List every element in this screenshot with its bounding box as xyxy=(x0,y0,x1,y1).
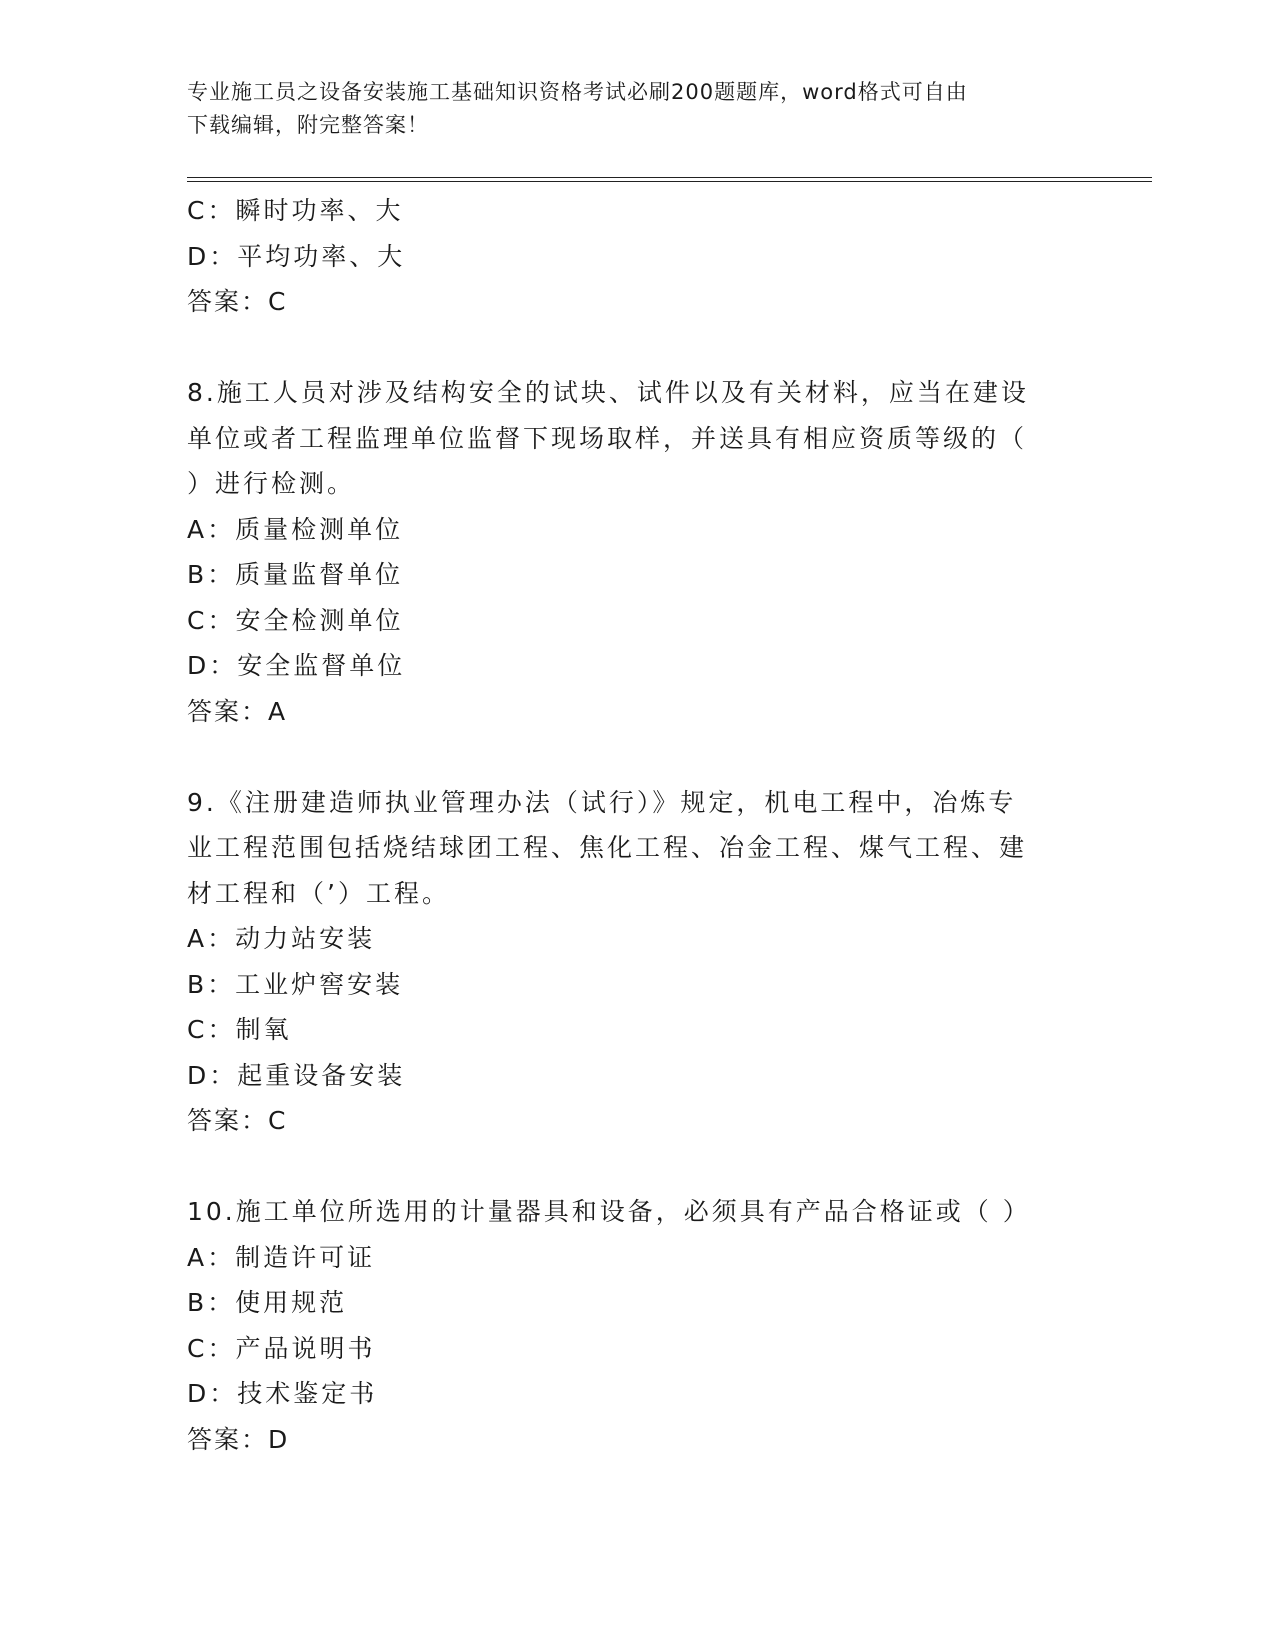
question-7 xyxy=(187,188,1087,325)
q9-option-b: B：工业炉窖安装 xyxy=(187,969,404,999)
q9-stem-line-2: 业工程范围包括烧结球团工程、焦化工程、冶金工程、煤气工程、建 xyxy=(187,833,1028,862)
header-rule-bottom xyxy=(187,181,1152,182)
q7-option-d: D：平均功率、大 xyxy=(187,241,406,271)
spacer xyxy=(187,734,1087,780)
question-9 xyxy=(187,780,1087,1144)
q10-option-d: D：技术鉴定书 xyxy=(187,1379,378,1408)
q10-answer: 答案：D xyxy=(187,1424,290,1454)
spacer xyxy=(187,1144,1087,1190)
q10-option-a: A：制造许可证 xyxy=(187,1242,376,1272)
q10-option-c: C：产品说明书 xyxy=(187,1333,376,1363)
q8-option-b: B：质量监督单位 xyxy=(187,560,404,589)
q7-answer: 答案：C xyxy=(187,287,288,316)
spacer xyxy=(187,325,1087,371)
header-rule-top xyxy=(187,177,1152,178)
q8-stem-line-2: 单位或者工程监理单位监督下现场取样，并送具有相应资质等级的（ xyxy=(187,423,1028,453)
q9-option-a: A：动力站安装 xyxy=(187,924,376,953)
q9-stem-line-1: 9.《注册建造师执业管理办法（试行）》规定，机电工程中，冶炼专 xyxy=(187,787,1017,817)
q8-option-c: C：安全检测单位 xyxy=(187,605,404,635)
q8-stem-line-3: ）进行检测。 xyxy=(187,469,356,498)
q8-option-a: A：质量检测单位 xyxy=(187,514,404,544)
q8-stem-line-1: 8.施工人员对涉及结构安全的试块、试件以及有关材料，应当在建设 xyxy=(187,378,1029,407)
q10-option-b: B：使用规范 xyxy=(187,1288,348,1317)
q9-stem-line-3: 材工程和（’）工程。 xyxy=(187,878,450,908)
q9-answer: 答案：C xyxy=(187,1106,288,1135)
question-10 xyxy=(187,1189,1087,1462)
header-line-1: 专业施工员之设备安装施工基础知识资格考试必刷200题题库，word格式可自由 xyxy=(187,80,968,104)
q10-stem-line-1: 10.施工单位所选用的计量器具和设备，必须具有产品合格证或（ ） xyxy=(187,1197,1031,1226)
q9-option-d: D：起重设备安装 xyxy=(187,1060,406,1090)
q7-option-c: C：瞬时功率、大 xyxy=(187,196,404,225)
page-header xyxy=(187,76,1087,142)
q8-answer: 答案：A xyxy=(187,696,288,726)
question-list xyxy=(187,188,1087,1462)
question-8 xyxy=(187,370,1087,734)
q8-option-d: D：安全监督单位 xyxy=(187,651,406,680)
header-line-2: 下载编辑，附完整答案！ xyxy=(187,113,429,137)
q9-option-c: C：制氧 xyxy=(187,1015,292,1044)
